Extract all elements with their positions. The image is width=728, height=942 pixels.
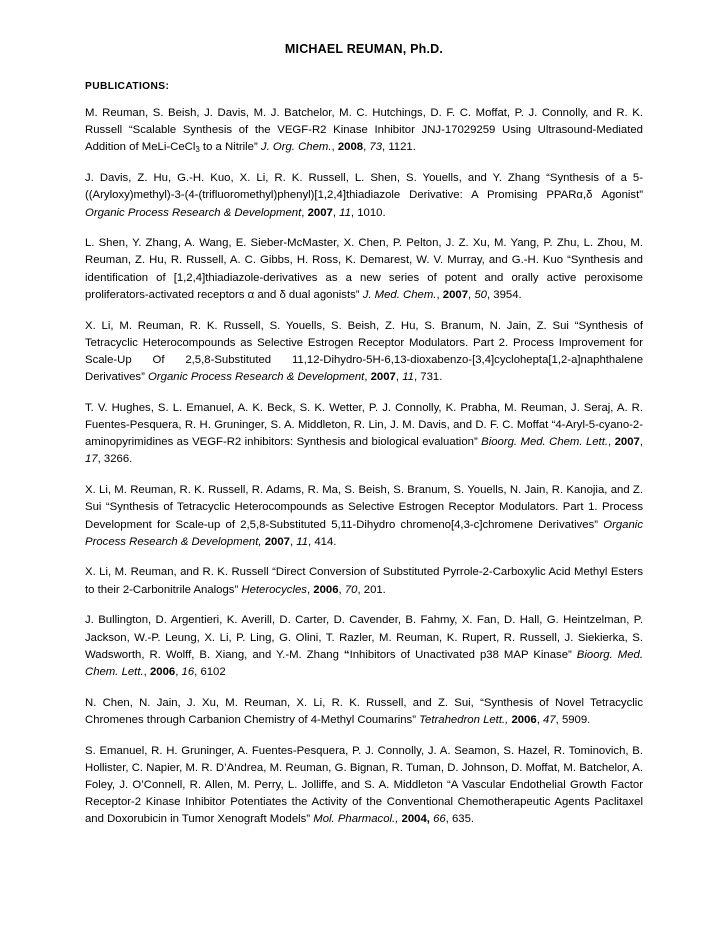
citation-text: , — [468, 288, 475, 301]
journal-or-volume-text: Tetrahedron Lett., — [419, 713, 509, 726]
publication-entry — [85, 400, 643, 469]
publication-entry — [85, 695, 643, 729]
citation-text: , — [175, 665, 182, 678]
citation-text: , — [338, 583, 345, 596]
citation-text: S. Emanuel, R. H. Gruninger, A. Fuentes-Pesquera, P. J. Connolly, J. A. Seamon, S. Hazel, R. Tominovich, B. Hollister, C. Napier, M. R. D’Andrea, M. Reuman, G. Bignan, R. Tuman, D. Johnson, D. Moffat, M. Batchelor, A. Foley, J. O’Connell, R. Allen, M. Perry, L. Jolliffe, and S. A. Middleton “A Vascular Endothelial Growth Factor Receptor-2 Kinase Inhibitor Potentiates the Activity of the Conventional Chemotherapeutic Agents Paclitaxel and Doxorubicin in Tumor Xenograft Models” — [85, 744, 643, 826]
journal-or-volume-text: Bioorg. Med. Chem. Lett. — [481, 436, 609, 449]
journal-or-volume-text: Organic Process Research & Development — [85, 206, 302, 219]
year-text: 2006 — [313, 583, 339, 596]
citation-text: , — [436, 288, 443, 301]
year-text: 2007 — [442, 288, 469, 301]
citation-text: , 6102 — [194, 665, 226, 678]
citation-text: , 3954. — [486, 288, 522, 301]
citation-text: , 731. — [413, 371, 443, 384]
citation-text: , — [331, 141, 338, 154]
citation-text: J. Davis, Z. Hu, G.-H. Kuo, X. Li, R. K. Russell, L. Shen, S. Youells, and Y. Zhang “Synthesis of a 5-((Aryloxy)methyl)-3-(4-(trifluoromethyl)phenyl)[1,2,4]thiadiazole Derivative: A Promising PPARα,δ Agonist” — [85, 172, 643, 202]
citation-text: X. Li, M. Reuman, and R. K. Russell “Direct Conversion of Substituted Pyrrole-2-Carboxylic Acid Methyl Esters to their 2-Carbonitrile Analogs” — [85, 566, 643, 596]
journal-or-volume-text: 16 — [181, 665, 195, 678]
publication-entry — [85, 105, 643, 157]
publication-entry — [85, 482, 643, 551]
citation-text: , — [364, 371, 371, 384]
citation-text: , — [639, 436, 643, 449]
citation-text: J. Bullington, D. Argentieri, K. Averill, D. Carter, D. Cavender, B. Fahmy, X. Fan, D. Hall, G. Heintzelman, P. Jackson, W.-P. Leung, X. Li, P. Ling, G. Olini, T. Razler, M. Reuman, K. Rupert, R. Russell, J. Siekierka, S. Wadsworth, R. Wolff, B. Xiang, and Y.-M. Zhang — [85, 614, 643, 661]
citation-text: N. Chen, N. Jain, J. Xu, M. Reuman, X. Li, R. K. Russell, and Z. Sui, “Synthesis of Novel Tetracyclic Chromenes through Carbanion Chemistry of 4-Methyl Coumarins” — [85, 696, 643, 726]
citation-text: Inhibitors of Unactivated p38 MAP Kinase” — [349, 648, 577, 661]
journal-or-volume-text: 66 — [433, 813, 446, 826]
citation-text: , — [536, 713, 544, 726]
citation-text: , — [608, 436, 615, 449]
publication-entry — [85, 564, 643, 598]
citation-text: M. Reuman, S. Beish, J. Davis, M. J. Batchelor, M. C. Hutchings, D. F. C. Moffat, P. J. Connolly, and R. K. Russell “Scalable Synthesis of the VEGF-R2 Kinase Inhibitor JNJ-17029259 Using Ultrasound-Mediated Addition of MeLi-CeCl — [85, 107, 643, 154]
journal-or-volume-text: 50 — [474, 288, 487, 301]
publication-list — [85, 105, 643, 829]
citation-text: , 1010. — [350, 206, 386, 219]
citation-text: , 1121. — [382, 141, 416, 154]
year-text: 2007 — [370, 371, 396, 384]
citation-text: , — [306, 583, 314, 596]
journal-or-volume-text: 73 — [369, 141, 383, 154]
journal-or-volume-text: Mol. Pharmacol., — [313, 813, 399, 826]
journal-or-volume-text: Heterocycles — [241, 583, 307, 596]
citation-text: , — [395, 371, 403, 384]
publication-entry — [85, 743, 643, 829]
citation-text: , — [363, 141, 370, 154]
publication-entry — [85, 318, 643, 387]
citation-text: , 3266. — [97, 453, 133, 466]
citation-text: T. V. Hughes, S. L. Emanuel, A. K. Beck, S. K. Wetter, P. J. Connolly, K. Prabha, M. Reuman, J. Seraj, A. R. Fuentes-Pesquera, R. H. Gruninger, S. A. Middleton, R. Lin, J. M. Davis, and D. F. C. Moffat “4-Aryl-5-cyano-2-aminopyrimidines as VEGF-R2 inhibitors: Synthesis and biological evaluation” — [85, 401, 643, 449]
citation-text: L. Shen, Y. Zhang, A. Wang, E. Sieber-McMaster, X. Chen, P. Pelton, J. Z. Xu, M. Yang, P. Zhu, L. Zhou, M. Reuman, Z. Hu, R. Russell, A. C. Gibbs, H. Ross, K. Demarest, W. V. Murray, and G.-H. Kuo “Synthesis and identification of [1,2,4]thiadiazole-derivatives as a new series of potent and orally active peroxisome proliferators-activated receptors α and δ dual agonists” — [85, 237, 643, 301]
journal-or-volume-text: 17 — [85, 453, 98, 466]
journal-or-volume-text: J. Org. Chem. — [260, 141, 332, 154]
citation-text: X. Li, M. Reuman, R. K. Russell, S. Youells, S. Beish, Z. Hu, S. Branum, N. Jain, Z. Sui “Synthesis of Tetracyclic Heterocompounds as Selective Estrogen Receptor Modulators. Part 2. Process Improvement for Scale-Up Of 2,5,8-Substituted 11,12-Dihydro-5H-6,13-dioxabenzo-[3,4]cyclohepta[1,2-a]naphthalene Derivatives” — [85, 319, 643, 384]
citation-text: , — [143, 665, 150, 678]
subscript-text: 3 — [195, 145, 200, 155]
year-text: 2006 — [511, 713, 537, 726]
journal-or-volume-text: 47 — [543, 713, 556, 726]
section-heading: PUBLICATIONS: — [85, 81, 170, 92]
year-text: 2006 — [149, 665, 176, 678]
year-text: 2004, — [401, 813, 430, 826]
journal-or-volume-text: Bioorg. Med. Chem. Lett. — [85, 648, 643, 678]
citation-text: to a Nitrile” — [199, 141, 261, 154]
journal-or-volume-text: Organic Process Research & Development, — [85, 518, 643, 548]
year-text: 2007 — [264, 535, 290, 548]
journal-or-volume-text: 70 — [344, 583, 358, 596]
citation-text: , — [332, 206, 340, 219]
journal-or-volume-text: Organic Process Research & Development — [148, 371, 365, 384]
citation-text: , 5909. — [555, 713, 591, 726]
citation-text: , 635. — [445, 813, 475, 826]
year-text: “ — [343, 648, 350, 661]
journal-or-volume-text: 11 — [339, 206, 351, 219]
journal-or-volume-text: 11 — [402, 371, 414, 384]
publication-entry — [85, 170, 643, 222]
citation-text: , — [301, 206, 308, 219]
year-text: 2008 — [337, 141, 364, 154]
citation-text: X. Li, M. Reuman, R. K. Russell, R. Adams, R. Ma, S. Beish, S. Branum, S. Youells, N. Jain, R. Kanojia, and Z. Sui “Synthesis of Tetracyclic Heterocompounds as Selective Estrogen Receptor Modulators. Part 1. Process Development for Scale-up of 2,5,8-Substituted 5,11-Dihydro chromeno[4,3-c]chromene Derivatives” — [85, 484, 643, 531]
citation-text: , 201. — [357, 583, 386, 596]
publication-entry — [85, 235, 643, 304]
page-title: MICHAEL REUMAN, Ph.D. — [284, 42, 444, 56]
citation-text: , 414. — [308, 535, 337, 548]
year-text: 2007 — [614, 436, 640, 449]
journal-or-volume-text: J. Med. Chem. — [362, 288, 437, 301]
year-text: 2007 — [307, 206, 333, 219]
publication-entry — [85, 612, 643, 681]
journal-or-volume-text: 11 — [296, 535, 309, 548]
citation-text: , — [289, 535, 297, 548]
